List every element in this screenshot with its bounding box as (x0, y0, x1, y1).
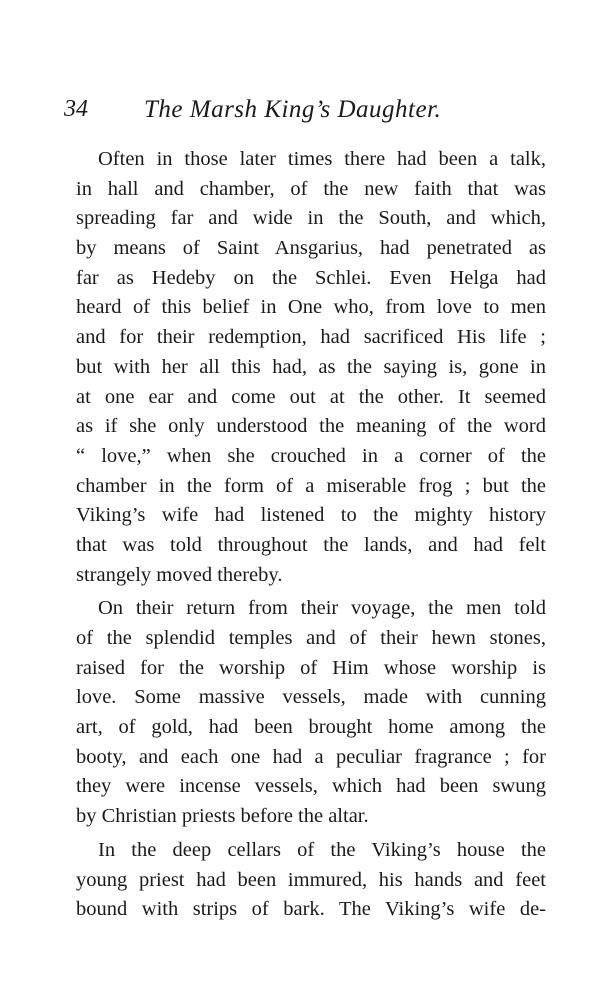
text-line: art, of gold, had been brought home among the (76, 716, 546, 739)
text-line: raised for the worship of Him whose worship is (76, 656, 546, 679)
text-line: strangely moved thereby. (76, 563, 283, 586)
text-line: bound with strips of bark. The Viking’s wife de- (76, 898, 546, 921)
text-line: they were incense vessels, which had been swung (76, 775, 546, 798)
text-line: at one ear and come out at the other. It seemed (76, 385, 546, 408)
text-line: heard of this belief in One who, from love to men (76, 296, 546, 319)
text-line: spreading far and wide in the South, and which, (76, 207, 546, 230)
running-head (64, 92, 544, 132)
text-line: of the splendid temples and of their hewn stones, (76, 627, 546, 649)
text-line: On their return from their voyage, the men told (98, 597, 546, 620)
text-line: by Christian priests before the altar. (76, 805, 369, 828)
running-title: The Marsh King’s Daughter. (144, 96, 442, 123)
body-text (76, 145, 546, 925)
text-line: Often in those later times there had been a talk, (98, 148, 546, 170)
text-line: and for their redemption, had sacrificed His life ; (76, 326, 546, 349)
text-line: in hall and chamber, of the new faith that was (76, 177, 546, 200)
paragraph (76, 145, 546, 590)
text-line: booty, and each one had a peculiar fragrance ; for (76, 745, 546, 768)
text-line: young priest had been immured, his hands and feet (76, 868, 546, 891)
text-line: chamber in the form of a miserable frog ; but the (76, 474, 546, 497)
text-line: that was told throughout the lands, and had felt (76, 533, 546, 556)
page-number: 34 (64, 96, 88, 122)
text-line: Viking’s wife had listened to the mighty history (76, 504, 546, 527)
paragraph (76, 836, 546, 925)
text-line: love. Some massive vessels, made with cunning (76, 686, 546, 709)
text-line: as if she only understood the meaning of the word (76, 415, 546, 438)
text-line: by means of Saint Ansgarius, had penetrated as (76, 237, 546, 260)
text-line: In the deep cellars of the Viking’s house the (98, 838, 546, 861)
text-line: “ love,” when she crouched in a corner of the (76, 444, 546, 467)
text-line: but with her all this had, as the saying is, gone in (76, 355, 546, 378)
text-line: far as Hedeby on the Schlei. Even Helga had (76, 266, 546, 289)
paragraph (76, 594, 546, 832)
